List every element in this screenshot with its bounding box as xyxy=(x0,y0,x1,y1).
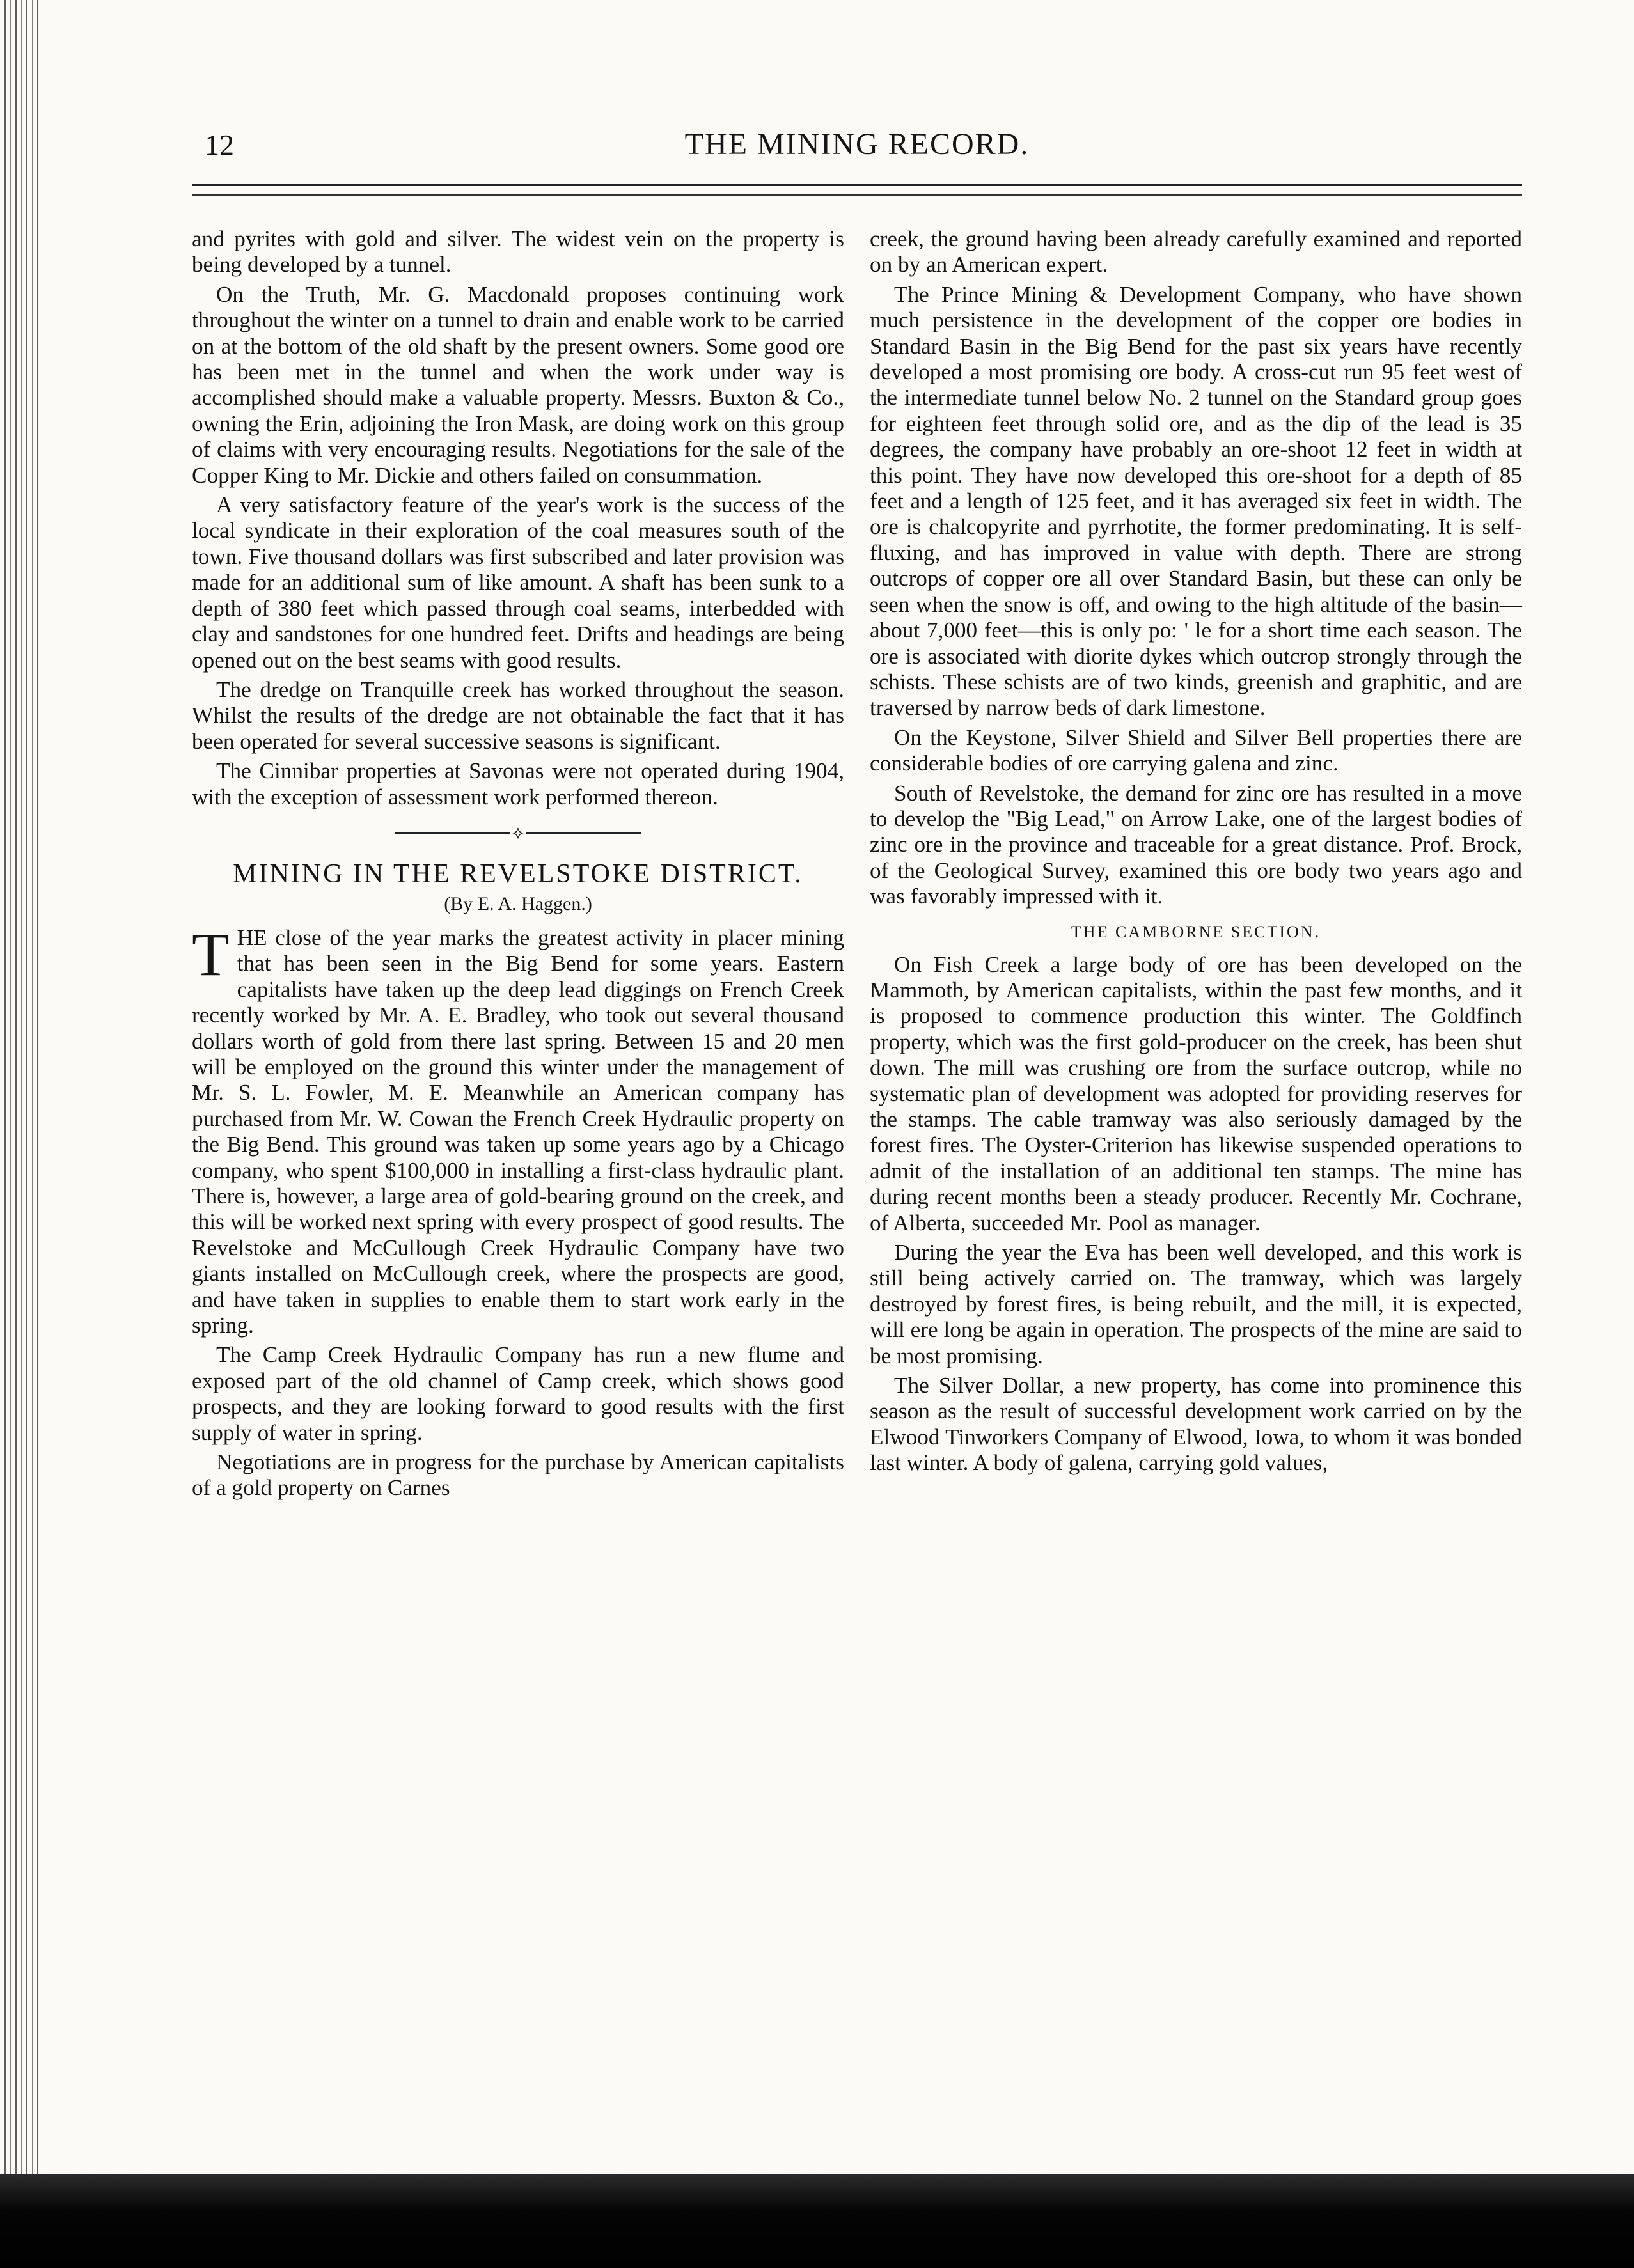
article-title: MINING IN THE REVELSTOKE DISTRICT. xyxy=(233,859,803,889)
lead-paragraph-text: HE close of the year marks the greatest activity in placer mining that has been seen in the Big Bend for some years. Eastern capitalists have taken up the deep lead diggings on French Creek recently worked by Mr. A. E. Bradley, who took out several thousand dollars worth of gold from there last spring. Between 15 and 20 men will be employed on the ground this winter under the management of Mr. S. L. Fowler, M. E. Meanwhile an American company has purchased from Mr. W. Cowan the French Creek Hydraulic property on the Big Bend. This ground was taken up some years ago by a Chicago company, who spent $100,000 in installing a first-class hydraulic plant. There is, however, a large area of gold-bearing ground on the creek, and this will be worked next spring with every prospect of good results. The Revelstoke and McCullough Creek Hydraulic Company have two giants installed on McCullough creek, where the prospects are good, and have taken in supplies to enable them to start work early in the spring. xyxy=(192,925,844,1338)
right-column xyxy=(870,226,1522,1505)
journal-title: THE MINING RECORD. xyxy=(684,127,1030,161)
scan-bottom-edge xyxy=(0,2174,1634,2268)
separator-line xyxy=(395,832,510,834)
paragraph: On Fish Creek a large body of ore has been developed on the Mammoth, by American capitalists, within the past few months, and it is proposed to commence production this winter. The Goldfinch property, which was the first gold-producer on the creek, has been shut down. The mill was crushing ore from the surface outcrop, while no systematic plan of development was adopted for providing reserves for the stamps. The cable tramway was also seriously damaged by the forest fires. The Oyster-Criterion has likewise suspended operations to admit of the installation of an additional ten stamps. The mine has during recent months been a steady producer. Recently Mr. Cochrane, of Alberta, succeeded Mr. Pool as manager. xyxy=(870,951,1522,1235)
paragraph: The Cinnibar properties at Savonas were not operated during 1904, with the exception of assessment work performed thereon. xyxy=(192,758,844,809)
paragraph: South of Revelstoke, the demand for zinc ore has resulted in a move to develop the "Big Lead," on Arrow Lake, one of the largest bodies of zinc ore in the province and traceable for a great distance. Prof. Brock, of the Geological Survey, examined this ore body two years ago and was favorably impressed with it. xyxy=(870,780,1522,909)
paragraph: creek, the ground having been already carefully examined and reported on by an American expert. xyxy=(870,226,1522,278)
paragraph: The Silver Dollar, a new property, has come into prominence this season as the result of successful development work carried on by the Elwood Tinworkers Company of Elwood, Iowa, to whom it was bonded last winter. A body of galena, carrying gold values, xyxy=(870,1373,1522,1476)
article-separator xyxy=(192,824,844,842)
separator-line xyxy=(526,832,641,834)
drop-cap: T xyxy=(192,919,230,989)
article-byline: (By E. A. Haggen.) xyxy=(444,893,592,914)
page-number: 12 xyxy=(205,129,234,161)
paragraph: On the Truth, Mr. G. Macdonald proposes continuing work throughout the winter on a tunnel to drain and enable work to be carried on at the bottom of the old shaft by the present owners. Some good ore has been met in the tunnel and when the work under way is accomplished should make a valuable property. Messrs. Buxton & Co., owning the Erin, adjoining the Iron Mask, are doing work on this group of claims with very encouraging results. Negotiations for the sale of the Copper King to Mr. Dickie and others failed on consummation. xyxy=(192,281,844,488)
paragraph: A very satisfactory feature of the year's work is the success of the local syndicate in their exploration of the coal measures south of the town. Five thousand dollars was first subscribed and later provision was made for an additional sum of like amount. A shaft has been sunk to a depth of 380 feet which passed through coal seams, interbedded with clay and sandstones for one hundred feet. Drifts and headings are being opened out on the best seams with good results. xyxy=(192,492,844,673)
running-head xyxy=(192,109,1522,179)
page-binding-edge xyxy=(0,0,45,2268)
separator-ornament-icon: ⟡ xyxy=(512,822,524,843)
paragraph: Negotiations are in progress for the purchase by American capitalists of a gold property on Carnes xyxy=(192,1450,844,1501)
paragraph: The Camp Creek Hydraulic Company has run a new flume and exposed part of the old channel of Camp creek, which shows good prospects, and they are looking forward to good results with the first supply of water in spring. xyxy=(192,1342,844,1445)
paragraph: On the Keystone, Silver Shield and Silver Bell properties there are considerable bodies of ore carrying galena and zinc. xyxy=(870,724,1522,776)
paragraph: and pyrites with gold and silver. The widest vein on the property is being developed by a tunnel. xyxy=(192,226,844,278)
section-heading: THE CAMBORNE SECTION. xyxy=(1071,922,1321,941)
text-columns xyxy=(192,226,1522,1505)
header-rule-thin xyxy=(192,194,1522,196)
header-rule xyxy=(192,184,1522,189)
paragraph: During the year the Eva has been well developed, and this work is still being actively carried on. The tramway, which was largely destroyed by forest fires, is being rebuilt, and the mill, it is expected, will ere long be again in operation. The prospects of the mine are said to be most promising. xyxy=(870,1240,1522,1368)
page xyxy=(192,109,1522,1505)
left-column xyxy=(192,226,844,1505)
paragraph: The Prince Mining & Development Company, who have shown much persistence in the development of the copper ore bodies in Standard Basin in the Big Bend for the past six years have recently developed a most promising ore body. A cross-cut run 95 feet west of the intermediate tunnel below No. 2 tunnel on the Standard group goes for eighteen feet through solid ore, and as the dip of the lead is 35 degrees, the company have probably an ore-shoot 12 feet in width at this point. They have now developed this ore-shoot for a depth of 85 feet and a length of 125 feet, and it has averaged six feet in width. The ore is chalcopyrite and pyrrhotite, the former predominating. It is self-fluxing, and has improved in value with depth. There are strong outcrops of copper ore all over Standard Basin, but these can only be seen when the snow is off, and owing to the high altitude of the basin—about 7,000 feet—this is only po: ' le for a short time each season. The ore is associated with diorite dykes which outcrop strongly through the schists. These schists are of two kinds, greenish and graphitic, and are traversed by narrow beds of dark limestone. xyxy=(870,281,1522,721)
lead-paragraph xyxy=(192,919,844,1339)
paragraph: The dredge on Tranquille creek has worked throughout the season. Whilst the results of the dredge are not obtainable the fact that it has been operated for several successive seasons is significant. xyxy=(192,676,844,754)
